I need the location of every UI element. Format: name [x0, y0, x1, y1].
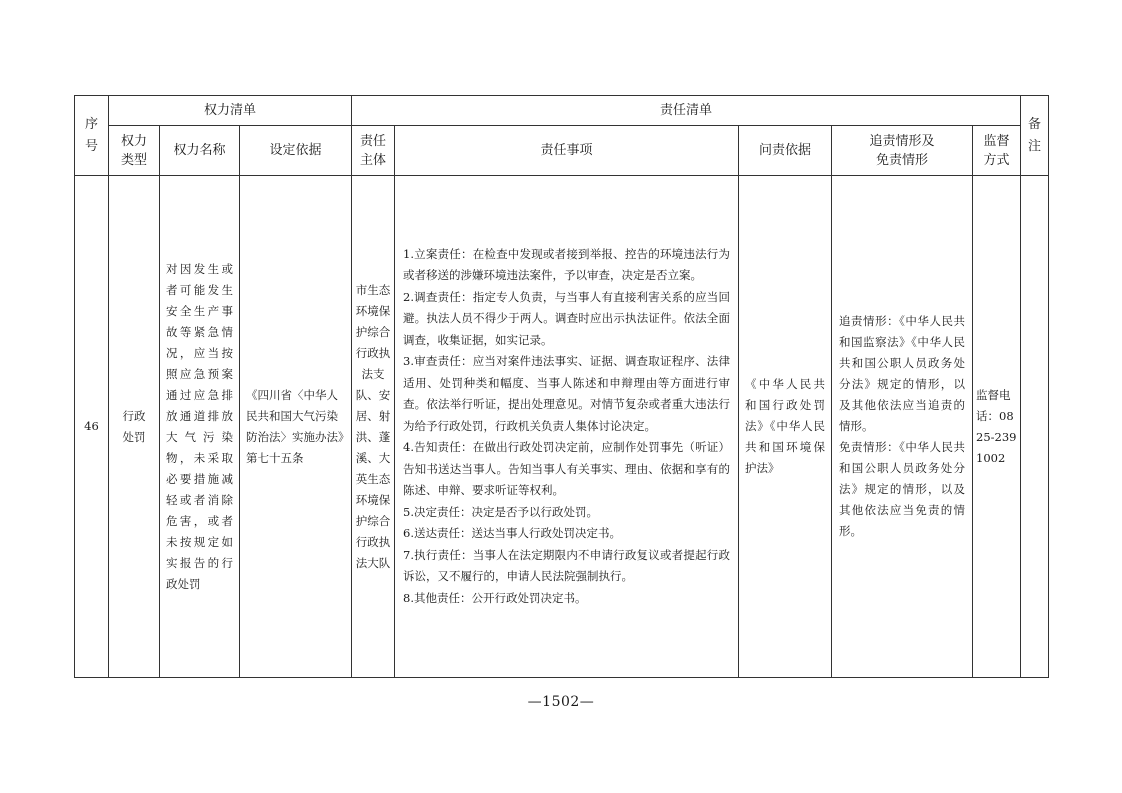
header-duty-subject-label: 责任主体: [359, 133, 386, 168]
cell-remark: [1021, 176, 1049, 678]
header-basis: 设定依据: [240, 126, 352, 176]
cell-duty-items: [395, 176, 739, 678]
accountability-case: 追责情形：《中华人民共和国监察法》《中华人民共和国公职人员政务处分法》规定的情形，以及其他依法应当追责的情形。: [839, 314, 965, 433]
header-accountability-basis: 问责依据: [739, 126, 832, 176]
cell-power-type: [109, 176, 160, 678]
header-power-list: 权力清单: [109, 96, 352, 126]
header-power-type: [109, 126, 160, 176]
header-accountability-cases: [832, 126, 973, 176]
cell-accountability-basis-text: 《中华人民共和国行政处罚法》《中华人民共和国环境保护法》: [745, 377, 825, 475]
cell-power-name: [160, 176, 240, 678]
cell-basis: [240, 176, 352, 678]
cell-accountability-cases: [832, 176, 973, 678]
cell-power-name-text: 对因发生或者可能发生安全生产事故等紧急情况，应当按照应急预案通过应急排放通道排放大气污染物，未采取必要措施减轻或者消除危害，或者未按规定如实报告的行政处罚: [166, 261, 233, 591]
header-accountability-cases-label: 追责情形及免责情形: [869, 133, 935, 168]
duty-item: 1.立案责任：在检查中发现或者接到举报、控告的环境违法行为或者移送的涉嫌环境违法案件，予以审查，决定是否立案。: [403, 246, 730, 283]
duty-item: 4.告知责任：在做出行政处罚决定前，应制作处罚事先（听证）告知书送达当事人。告知当事人有关事实、理由、依据和享有的陈述、申辩、要求听证等权利。: [403, 440, 730, 498]
header-power-type-label: 权力类型: [120, 133, 147, 168]
header-seq-label: 序号: [84, 116, 98, 154]
cell-power-type-text: 行政处罚: [122, 408, 146, 444]
cell-seq: 46: [75, 176, 109, 678]
cell-duty-subject: [352, 176, 395, 678]
exemption-case: 免责情形：《中华人民共和国公职人员政务处分法》规定的情形，以及其他依法应当免责的情形。: [839, 440, 965, 538]
duty-item: 5.决定责任：决定是否予以行政处罚。: [403, 504, 598, 519]
cell-supervision-text: 监督电话：0825-2391002: [976, 387, 1017, 465]
cell-duty-subject-text: 市生态环境保护综合行政执法支队、安居、射洪、蓬溪、大英生态环境保护综合行政执法大队: [355, 282, 391, 570]
responsibility-table: [74, 95, 1049, 678]
header-duty-items: 责任事项: [395, 126, 739, 176]
table-row: [75, 176, 1049, 678]
duty-item: 3.审查责任：应当对案件违法事实、证据、调查取证程序、法律适用、处罚种类和幅度、当事人陈述和申辩理由等方面进行审查。依法举行听证，提出处理意见。对情节复杂或者重大违法行为给予行政处罚，行政机关负责人集体讨论决定。: [403, 354, 730, 433]
header-duty-subject: [352, 126, 395, 176]
duty-item: 8.其他责任：公开行政处罚决定书。: [403, 590, 587, 605]
cell-basis-text: 《四川省〈中华人民共和国大气污染防治法〉实施办法》第七十五条: [246, 387, 344, 465]
header-supervision: [973, 126, 1021, 176]
header-remark-label: 备注: [1028, 116, 1042, 154]
header-duty-list: 责任清单: [352, 96, 1021, 126]
cell-supervision: [973, 176, 1021, 678]
duty-item: 6.送达责任：送达当事人行政处罚决定书。: [403, 526, 621, 541]
page-number: —1502—: [527, 694, 595, 710]
header-supervision-label: 监督方式: [983, 133, 1010, 168]
header-seq: [75, 96, 109, 176]
cell-accountability-basis: [739, 176, 832, 678]
header-remark: [1021, 96, 1049, 176]
duty-item: 2.调查责任：指定专人负责，与当事人有直接利害关系的应当回避。执法人员不得少于两人。调查时应出示执法证件。依法全面调查，收集证据，如实记录。: [403, 289, 730, 347]
header-power-name: 权力名称: [160, 126, 240, 176]
duty-item: 7.执行责任：当事人在法定期限内不申请行政复议或者提起行政诉讼，又不履行的，申请人民法院强制执行。: [403, 547, 730, 584]
